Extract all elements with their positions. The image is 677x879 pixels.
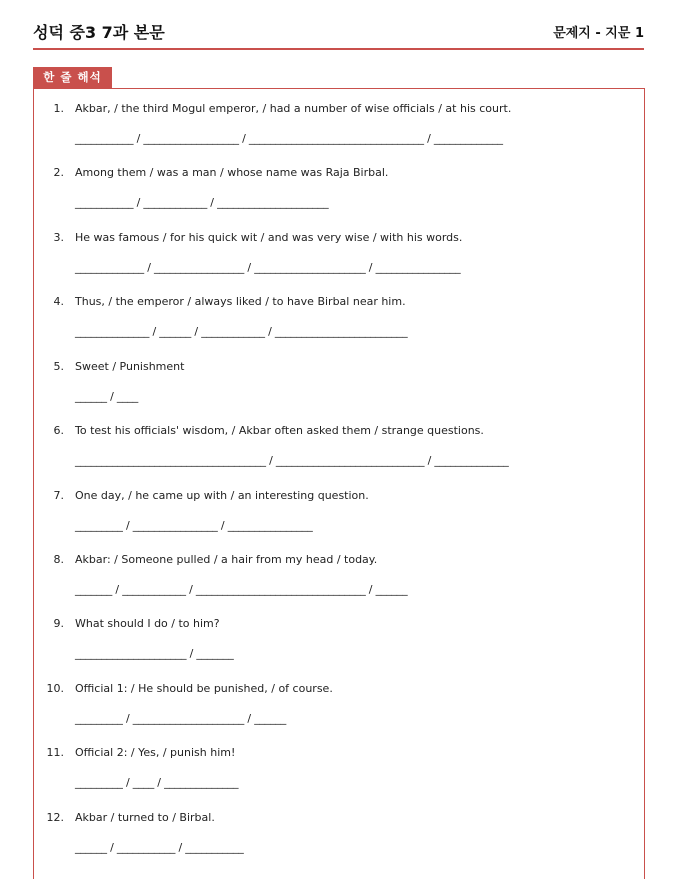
item-sentence: He was famous / for his quick wit / and was very wise / with his words. — [75, 231, 463, 244]
item-number: 2. — [53, 166, 64, 179]
exercise-item — [34, 489, 634, 549]
item-answer-blanks[interactable]: _____________ / _________________ / _____________________ / ________________ — [75, 261, 461, 274]
item-sentence: Among them / was a man / whose name was Raja Birbal. — [75, 166, 389, 179]
item-number: 1. — [53, 102, 64, 115]
exercise-box — [33, 88, 645, 879]
item-number: 6. — [53, 424, 64, 437]
page-title: 성덕 중3 7과 본문 — [33, 23, 165, 42]
item-number: 10. — [46, 682, 64, 695]
exercise-item — [34, 746, 634, 806]
item-number: 3. — [53, 231, 64, 244]
item-number: 9. — [53, 617, 64, 630]
exercise-item — [34, 811, 634, 871]
exercise-item — [34, 617, 634, 677]
item-sentence: What should I do / to him? — [75, 617, 220, 630]
exercise-item — [34, 102, 634, 162]
page-header — [33, 20, 644, 48]
item-number: 11. — [46, 746, 64, 759]
exercise-item — [34, 295, 634, 355]
item-sentence: To test his officials' wisdom, / Akbar often asked them / strange questions. — [75, 424, 484, 437]
item-sentence: Official 2: / Yes, / punish him! — [75, 746, 236, 759]
document-label: 문제지 - 지문 1 — [553, 26, 644, 41]
item-sentence: Official 1: / He should be punished, / of course. — [75, 682, 333, 695]
item-number: 12. — [46, 811, 64, 824]
item-sentence: Akbar / turned to / Birbal. — [75, 811, 215, 824]
item-answer-blanks[interactable]: ___________ / ____________ / _____________________ — [75, 196, 329, 209]
item-number: 7. — [53, 489, 64, 502]
exercise-item — [34, 553, 634, 613]
item-number: 4. — [53, 295, 64, 308]
item-answer-blanks[interactable]: ____________________________________ / ____________________________ / ______________ — [75, 454, 509, 467]
item-number: 8. — [53, 553, 64, 566]
item-answer-blanks[interactable]: ___________ / __________________ / _________________________________ / _____________ — [75, 132, 503, 145]
item-sentence: Thus, / the emperor / always liked / to have Birbal near him. — [75, 295, 406, 308]
item-number: 5. — [53, 360, 64, 373]
item-answer-blanks[interactable]: _________ / _____________________ / ______ — [75, 712, 286, 725]
item-answer-blanks[interactable]: ______ / ____ — [75, 390, 139, 403]
item-answer-blanks[interactable]: _________ / ____ / ______________ — [75, 776, 239, 789]
item-answer-blanks[interactable]: ______________ / ______ / ____________ / _________________________ — [75, 325, 408, 338]
item-answer-blanks[interactable]: _________ / ________________ / ________________ — [75, 519, 313, 532]
item-sentence: Akbar, / the third Mogul emperor, / had a number of wise officials / at his court. — [75, 102, 512, 115]
item-answer-blanks[interactable]: ______ / ___________ / ___________ — [75, 841, 244, 854]
item-sentence: One day, / he came up with / an interesting question. — [75, 489, 369, 502]
header-divider — [33, 48, 644, 50]
item-sentence: Akbar: / Someone pulled / a hair from my head / today. — [75, 553, 378, 566]
item-answer-blanks[interactable]: _______ / ____________ / ________________________________ / ______ — [75, 583, 408, 596]
section-tab: 한 줄 해석 — [33, 67, 112, 88]
exercise-item — [34, 231, 634, 291]
item-sentence: Sweet / Punishment — [75, 360, 185, 373]
exercise-item — [34, 424, 634, 484]
exercise-item — [34, 166, 634, 226]
exercise-item — [34, 682, 634, 742]
exercise-item — [34, 360, 634, 420]
item-answer-blanks[interactable]: _____________________ / _______ — [75, 647, 234, 660]
